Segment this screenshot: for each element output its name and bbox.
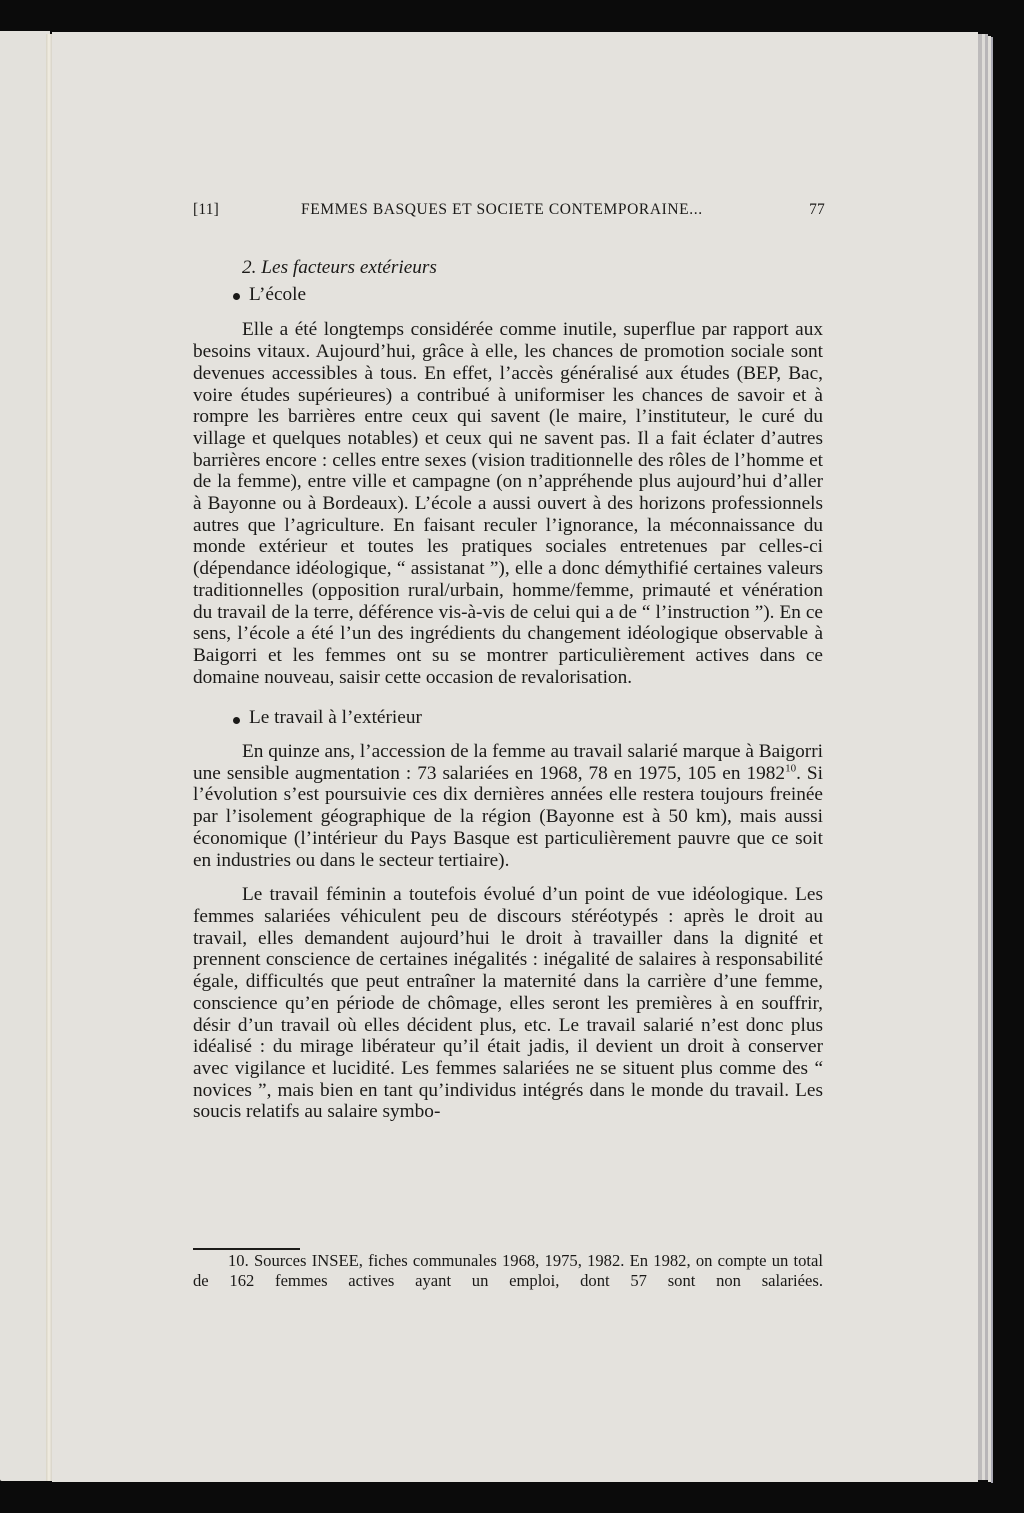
section-marker: [11] [193,201,220,218]
section-title: 2. Les facteurs extérieurs [242,257,437,278]
subsection-heading-label: L’école [249,283,307,305]
facing-page-edge [0,31,50,1481]
bullet-icon [233,717,240,724]
footnote-reference[interactable]: 10 [785,762,797,775]
running-title: FEMMES BASQUES ET SOCIETE CONTEMPORAINE... [301,201,703,218]
paragraph: Elle a été longtemps considérée comme inutile, superflue par rapport aux besoins vitaux. Aujourd’hui, grâce à elle, les chances de promotion sociale sont devenues accessibles à tous. En effet, l’accès généralisé aux études (BEP, Bac, voire études supérieures) a contribué à uniformiser les chances de savoir et à rompre les barrières entre ceux qui savent (le maire, l’instituteur, le curé du village et quelques notables) et ceux qui ne savent pas. Il a fait éclater d’autres barrières encore : celles entre sexes (vision traditionnelle des rôles de l’homme et de la femme), entre ville et campagne (on n’appréhende plus aujourd’hui d’aller à Bayonne ou à Bordeaux). L’école a aussi ouvert à des horizons professionnels autres que l’agriculture. En faisant reculer l’ignorance, la méconnaissance du monde extérieur et toutes les pratiques sociales entretenues par celles-ci (dépendance idéologique, “ assistanat ”), elle a donc démythifié certaines valeurs traditionnelles (opposition rural/urbain, homme/femme, primauté et vénération du travail de la terre, déférence vis-à-vis de celui qui a de “ l’instruction ”). En ce sens, l’école a été l’un des ingrédients du changement idéologique observable à Baigorri et les femmes ont su se montrer particulièrement actives dans ce domaine nouveau, saisir cette occasion de revalorisation. [193,319,823,688]
footnote-text: 10. Sources INSEE, fiches communales 1968, 1975, 1982. En 1982, on compte un total de 162 femmes actives ayant un emploi, dont 57 sont non salariées. [193,1251,823,1290]
subsection-heading-travail [233,707,823,729]
book-page [52,32,978,1482]
subsection-heading-label: Le travail à l’extérieur [249,707,422,729]
paragraph-text: . Si l’évolution s’est poursuivie ces dix dernières années elle restera toujours freinée par l’isolement géographique de la région (Bayonne est à 50 km), mais aussi économique (l’intérieur du Pays Basque est particulièrement pauvre que ce soit en industries ou dans le secteur tertiaire). [193,762,823,871]
paragraph: Le travail féminin a toutefois évolué d’un point de vue idéologique. Les femmes salariées véhiculent peu de discours stéréotypés : après le droit au travail, elles demandent aujourd’hui le droit à travailler dans la dignité et prennent conscience de certaines inégalités : inégalité de salaires à responsabilité égale, difficultés que peut entraîner la maternité dans la carrière d’une femme, conscience qu’en période de chômage, elles seront les premières à en souffrir, désir d’un travail où elles décident plus, etc. Le travail salarié n’est donc plus idéalisé : du mirage libérateur qu’il était jadis, il devient un droit à conserver avec vigilance et lucidité. Les femmes salariées ne se situent plus comme des “ novices ”, mais bien en tant qu’individus intégrés dans le monde du travail. Les soucis relatifs au salaire symbo- [193,884,823,1123]
footnote [193,1251,823,1291]
page-number: 77 [809,201,825,218]
paragraph-text: En quinze ans, l’accession de la femme au travail salarié marque à Baigorri une sensible augmentation : 73 salariées en 1968, 78 en 1975, 105 en 1982 [193,741,823,784]
running-head [193,201,823,219]
subsection-heading-ecole [233,284,823,306]
page-stack-edge [991,37,993,1483]
body-text [193,257,823,1123]
paragraph [193,741,823,871]
footnote-divider [193,1248,300,1250]
bullet-icon [233,293,240,300]
